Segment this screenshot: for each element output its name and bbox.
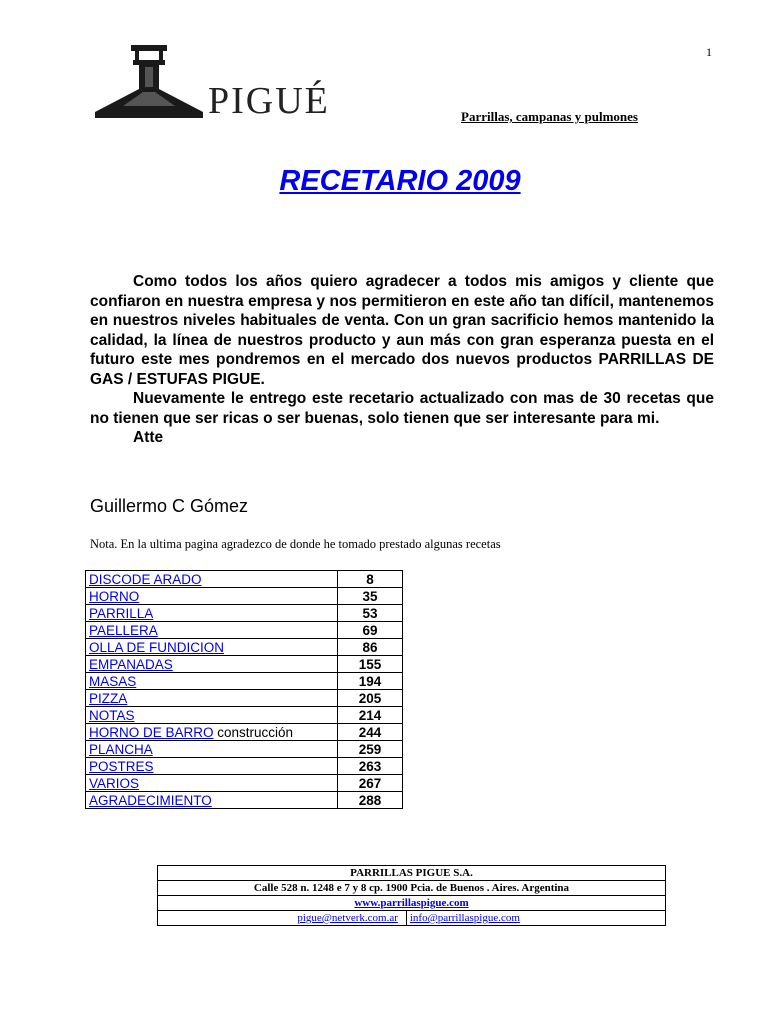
table-row [86, 588, 403, 605]
table-row [86, 571, 403, 588]
toc-link[interactable]: VARIOS [89, 775, 140, 791]
toc-link[interactable]: PAELLERA [89, 622, 158, 638]
toc-page: 263 [338, 758, 403, 775]
intro-paragraph: Nuevamente le entrego este recetario actualizado con mas de 30 recetas que no tienen que ser ricas o ser buenas, solo tienen que ser interesante para mi. [90, 390, 714, 427]
brand-name: PIGUÉ [208, 80, 330, 122]
toc-link[interactable]: POSTRES [89, 758, 154, 774]
document-title[interactable]: RECETARIO 2009 [279, 165, 521, 197]
table-row [86, 792, 403, 809]
table-of-contents [85, 570, 403, 809]
table-row [86, 741, 403, 758]
toc-link[interactable]: PIZZA [89, 690, 128, 706]
table-row [86, 622, 403, 639]
company-name: PARRILLAS PIGUE S.A. [158, 866, 666, 881]
company-address: Calle 528 n. 1248 e 7 y 8 cp. 1900 Pcia. de Buenos . Aires. Argentina [158, 881, 666, 896]
toc-page: 244 [338, 724, 403, 741]
table-row [86, 639, 403, 656]
toc-page: 267 [338, 775, 403, 792]
toc-link[interactable]: EMPANADAS [89, 656, 173, 672]
toc-page: 69 [338, 622, 403, 639]
intro-paragraph: Como todos los años quiero agradecer a todos mis amigos y cliente que confiaron en nuestra empresa y nos permitieron en este año tan difícil, mantenemos en nuestros niveles habituales de venta. Con un gran sacrificio hemos mantenido la calidad, la línea de nuestros producto y aun más con gran esperanza puesta en el futuro este mes pondremos en el mercado dos nuevos productos PARRILLAS DE GAS / ESTUFAS PIGUE. [90, 273, 714, 388]
author-name: Guillermo C Gómez [90, 496, 249, 516]
table-row [86, 758, 403, 775]
toc-link[interactable]: OLLA DE FUNDICION [89, 639, 225, 655]
brand-logo [95, 44, 385, 126]
toc-link[interactable]: PLANCHA [89, 741, 153, 757]
toc-page: 214 [338, 707, 403, 724]
table-row [86, 775, 403, 792]
note: Nota. En la ultima pagina agradezco de donde he tomado prestado algunas recetas [90, 537, 501, 551]
grill-hood-icon [95, 44, 205, 126]
page-number: 1 [706, 45, 712, 59]
toc-page: 205 [338, 690, 403, 707]
table-row [86, 673, 403, 690]
toc-page: 155 [338, 656, 403, 673]
company-footer [157, 865, 666, 926]
toc-page: 86 [338, 639, 403, 656]
toc-link[interactable]: PARRILLA [89, 605, 154, 621]
table-row [86, 707, 403, 724]
table-row [86, 605, 403, 622]
email-link[interactable]: pigue@netverk.com.ar [297, 912, 398, 924]
table-row [86, 656, 403, 673]
toc-link[interactable]: AGRADECIMIENTO [89, 792, 212, 808]
toc-page: 53 [338, 605, 403, 622]
email-link[interactable]: info@parrillaspigue.com [409, 912, 520, 924]
toc-link[interactable]: HORNO DE BARRO [89, 724, 214, 740]
signoff: Atte [133, 429, 164, 446]
table-row [86, 690, 403, 707]
website-link[interactable]: www.parrillaspigue.com [354, 897, 469, 909]
toc-link[interactable]: NOTAS [89, 707, 135, 723]
toc-page: 194 [338, 673, 403, 690]
intro-text [90, 272, 714, 448]
toc-page: 288 [338, 792, 403, 809]
toc-link[interactable]: HORNO [89, 588, 140, 604]
table-row [86, 724, 403, 741]
toc-page: 35 [338, 588, 403, 605]
toc-page: 8 [338, 571, 403, 588]
toc-page: 259 [338, 741, 403, 758]
toc-link[interactable]: DISCODE ARADO [89, 571, 202, 587]
tagline: Parrillas, campanas y pulmones [461, 109, 638, 124]
toc-extra: construcción [213, 724, 294, 740]
toc-link[interactable]: MASAS [89, 673, 137, 689]
